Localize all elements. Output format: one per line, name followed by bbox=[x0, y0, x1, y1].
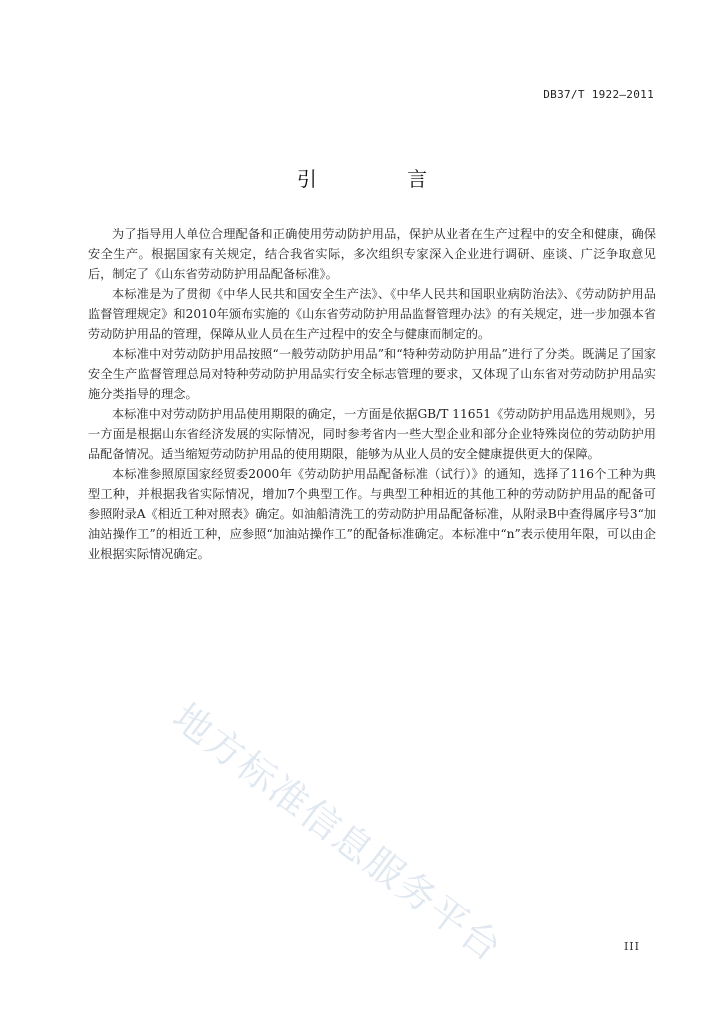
page-title: 引 言 bbox=[296, 167, 470, 191]
paragraph-5: 本标准参照原国家经贸委2000年《劳动防护用品配备标准（试行）》的通知，选择了116个工种为典型工种，并根据我省实际情况，增加7个典型工作。与典型工种相近的其他工种的劳动防护用品的配备可参照附录A《相近工种对照表》确定。如油船清洗工的劳动防护用品配备标准，从附录B中查得属序号3“加油站操作工”的相近工种，应参照“加油站操作工”的配备标准确定。本标准中“n”表示使用年限，可以由企业根据实际情况确定。 bbox=[88, 467, 656, 561]
paragraph-2: 本标准是为了贯彻《中华人民共和国安全生产法》、《中华人民共和国职业病防治法》、《劳动防护用品监督管理规定》和2010年颁布实施的《山东省劳动防护用品监督管理办法》的有关规定，进一步加强本省劳动防护用品的管理，保障从业人员在生产过程中的安全与健康而制定的。 bbox=[88, 287, 656, 341]
paragraph-3: 本标准中对劳动防护用品按照“一般劳动防护用品”和“特种劳动防护用品”进行了分类。既满足了国家安全生产监督管理总局对特种劳动防护用品实行安全标志管理的要求，又体现了山东省对劳动防护用品实施分类指导的理念。 bbox=[88, 347, 656, 401]
standard-code: DB37/T 1922—2011 bbox=[543, 88, 654, 101]
paragraph-4: 本标准中对劳动防护用品使用期限的确定，一方面是依据GB/T 11651《劳动防护用品选用规则》，另一方面是根据山东省经济发展的实际情况，同时参考省内一些大型企业和部分企业特殊岗位的劳动防护用品配备情况。适当缩短劳动防护用品的使用期限，能够为从业人员的安全健康提供更大的保障。 bbox=[88, 407, 656, 461]
page-number: III bbox=[623, 940, 640, 953]
watermark: 地方标准信息服务平台 bbox=[164, 694, 511, 971]
introduction-body bbox=[88, 224, 656, 564]
paragraph-1: 为了指导用人单位合理配备和正确使用劳动防护用品，保护从业者在生产过程中的安全和健康，确保安全生产。根据国家有关规定，结合我省实际，多次组织专家深入企业进行调研、座谈、广泛争取意见后，制定了《山东省劳动防护用品配备标准》。 bbox=[88, 227, 656, 281]
